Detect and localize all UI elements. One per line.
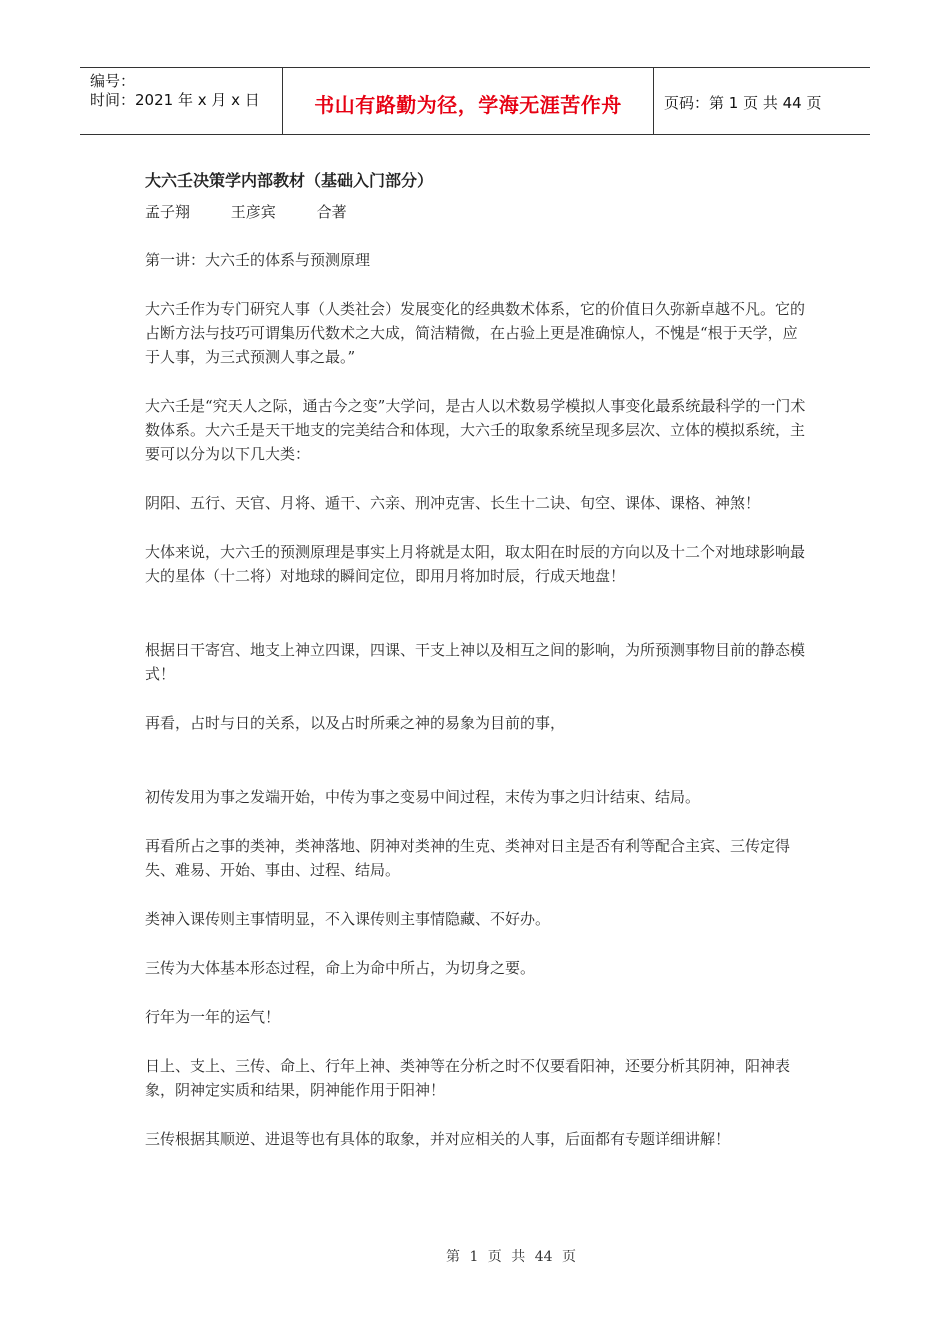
lecture-heading: 第一讲：大六壬的体系与预测原理 <box>145 251 371 269</box>
header-motto: 书山有路勤为径，学海无涯苦作舟 <box>314 92 622 117</box>
author-line <box>145 200 810 224</box>
body-paragraph: 阴阳、五行、天官、月将、遁干、六亲、刑冲克害、长生十二诀、旬空、课体、课格、神煞！ <box>145 494 761 512</box>
document-body <box>145 168 810 1151</box>
page-footer: 第 1 页 共 44 页 <box>446 1249 576 1265</box>
header-meta <box>80 68 282 134</box>
body-paragraph: 再看所占之事的类神，类神落地、阴神对类神的生克、类神对日主是否有利等配合主宾、三传定得失、难易、开始、事由、过程、结局。 <box>145 837 791 879</box>
header-page-info: 页码：第 1 页 共 44 页 <box>664 94 822 112</box>
document-number-label: 编号： <box>90 72 136 90</box>
body-paragraph: 根据日干寄宫、地支上神立四课，四课、干支上神以及相互之间的影响，为所预测事物目前的静态模式！ <box>145 641 806 683</box>
body-paragraph: 初传发用为事之发端开始，中传为事之变易中间过程，末传为事之归计结束、结局。 <box>145 788 701 806</box>
body-paragraph: 再看，占时与日的关系，以及占时所乘之神的易象为目前的事， <box>145 714 566 732</box>
body-paragraph: 三传为大体基本形态过程，命上为命中所占，为切身之要。 <box>145 959 536 977</box>
coauthor-label: 合著 <box>316 203 347 221</box>
document-title: 大六壬决策学内部教材（基础入门部分） <box>145 171 434 190</box>
body-paragraph: 大六壬作为专门研究人事（人类社会）发展变化的经典数术体系，它的价值日久弥新卓越不凡。它的占断方法与技巧可谓集历代数术之大成，简洁精微，在占验上更是准确惊人，不愧是“根于天学，应于人事，为三式预测人事之最。” <box>145 300 806 366</box>
body-paragraph: 类神入课传则主事情明显，不入课传则主事情隐藏、不好办。 <box>145 910 551 928</box>
body-paragraph: 行年为一年的运气！ <box>145 1008 281 1026</box>
header-motto-cell <box>282 68 654 134</box>
body-paragraph: 大六壬是“究天人之际，通古今之变”大学问，是古人以术数易学模拟人事变化最系统最科学的一门术数体系。大六壬是天干地支的完美结合和体现，大六壬的取象系统呈现多层次、立体的模拟系统，主要可以分为以下几大类： <box>145 397 806 463</box>
document-time-label: 时间：2021 年 x 月 x 日 <box>90 91 260 109</box>
page-header <box>80 67 870 135</box>
body-paragraph: 日上、支上、三传、命上、行年上神、类神等在分析之时不仅要看阳神，还要分析其阴神，阳神表象，阴神定实质和结果，阴神能作用于阳神！ <box>145 1057 791 1099</box>
author-name: 王彦宾 <box>230 203 276 221</box>
body-paragraph: 大体来说，大六壬的预测原理是事实上月将就是太阳，取太阳在时辰的方向以及十二个对地球影响最大的星体（十二将）对地球的瞬间定位，即用月将加时辰，行成天地盘！ <box>145 543 806 585</box>
body-paragraph: 三传根据其顺逆、进退等也有具体的取象，并对应相关的人事，后面都有专题详细讲解！ <box>145 1130 731 1148</box>
author-name: 孟子翔 <box>145 203 191 221</box>
